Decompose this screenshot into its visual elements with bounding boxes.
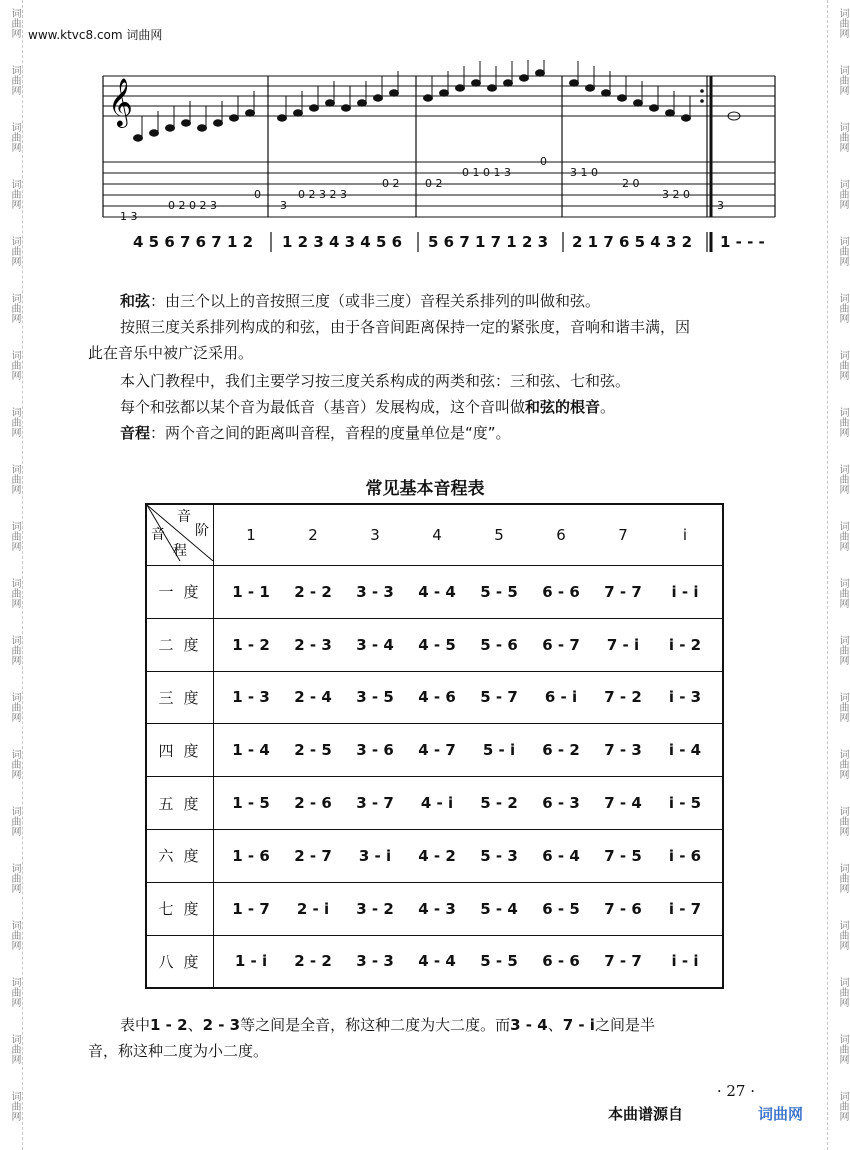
note-head [488, 85, 497, 91]
interval-cell: 7 - 7 [604, 952, 642, 971]
interval-cell: 5 - 7 [480, 688, 518, 707]
watermark-text: 词曲网 [837, 692, 848, 722]
paragraph-semitone [120, 1014, 820, 1036]
interval-cell: 4 - 3 [418, 899, 456, 918]
site-header [28, 26, 162, 43]
interval-cell: 2 - i [296, 899, 330, 918]
tab-text: 0 2 0 2 3 [168, 199, 217, 212]
term-interval: 音程 [120, 424, 151, 442]
watermark-text: 词曲网 [837, 293, 848, 323]
watermark-text: 词曲网 [837, 635, 848, 665]
note-head [472, 80, 481, 86]
watermark-text: 词曲网 [9, 122, 20, 152]
note-head [456, 85, 465, 91]
corner-diagonals [147, 505, 213, 561]
jianpu-bar-4: 2 1 7 6 5 4 3 2 [572, 233, 693, 251]
interval-cell: 1 - 5 [232, 794, 270, 813]
watermark-text: 词曲网 [837, 521, 848, 551]
row-values [214, 794, 722, 812]
paragraph-text: 表中 [120, 1016, 151, 1034]
interval-cell: 6 - 5 [542, 899, 580, 918]
note-head [246, 110, 255, 116]
interval-table [145, 503, 724, 989]
table-row [146, 671, 723, 724]
table-corner-cell [146, 504, 214, 566]
interval-cell: i - i [671, 582, 699, 601]
watermark-text: 词曲网 [837, 236, 848, 266]
interval-cell: 3 - 5 [356, 688, 394, 707]
jianpu-bar-2: 1 2 3 4 3 4 5 6 [282, 233, 403, 251]
note-head [182, 120, 191, 126]
tab-text: 0 2 [382, 177, 400, 190]
paragraph-text: 等之间是全音，称这种二度为大二度。而 [240, 1016, 511, 1034]
interval-cell: 5 - i [482, 741, 516, 760]
row-values [214, 688, 722, 706]
interval-cell: i - 6 [668, 846, 702, 865]
interval-cell: 2 - 7 [294, 846, 332, 865]
table-row [146, 777, 723, 830]
interval-example: 2 - 3 [202, 1016, 241, 1034]
interval-cell: 5 - 2 [480, 794, 518, 813]
interval-cell: 4 - 2 [418, 846, 456, 865]
term-chord: 和弦 [120, 292, 151, 310]
watermark-text: 词曲网 [9, 977, 20, 1007]
watermark-text: 词曲网 [9, 692, 20, 722]
watermark-text: 词曲网 [9, 407, 20, 437]
interval-cell: 7 - 5 [604, 846, 642, 865]
corner-bottom: 程 [173, 543, 187, 559]
interval-cell: 6 - 6 [542, 952, 580, 971]
interval-cell: 7 - 4 [604, 794, 642, 813]
paragraph-third-line1: 按照三度关系排列构成的和弦，由于各音间距离保持一定的紧张度，音响和谐丰满，因 [120, 318, 691, 336]
watermark-text: 词曲网 [9, 350, 20, 380]
interval-cell: 5 - 6 [480, 635, 518, 654]
paragraph-text: 。 [600, 398, 616, 416]
tab-text: 3 [717, 199, 724, 212]
tab-text: 1 3 [120, 210, 138, 223]
interval-cell: 2 - 5 [294, 741, 332, 760]
watermark-text: 词曲网 [9, 293, 20, 323]
tab-text: 0 [540, 155, 547, 168]
watermark-text: 词曲网 [837, 863, 848, 893]
table-body [146, 566, 723, 988]
row-cells [214, 829, 724, 882]
interval-cell: 5 - 3 [480, 846, 518, 865]
tab-text: 3 [280, 199, 287, 212]
note-head [230, 115, 239, 121]
tab-text: 0 [254, 188, 261, 201]
interval-example: 3 - 4 [510, 1016, 548, 1034]
degree-label: 二度 [146, 618, 214, 671]
interval-cell: 7 - 2 [604, 688, 642, 707]
interval-cell: 6 - 3 [542, 794, 580, 813]
interval-cell: 2 - 4 [294, 688, 332, 707]
interval-cell: 1 - 6 [232, 846, 270, 865]
table-row [146, 618, 723, 671]
watermark-text: 词曲网 [837, 464, 848, 494]
corner-top: 音 [177, 509, 191, 525]
table-header-row [146, 504, 723, 566]
row-cells [214, 566, 724, 619]
note-head [682, 115, 691, 121]
interval-cell: 7 - i [606, 635, 640, 654]
header-cells [214, 504, 724, 566]
watermark-text: 词曲网 [837, 977, 848, 1007]
tab-text: 2 0 [622, 177, 640, 190]
watermark-text: 词曲网 [9, 749, 20, 779]
interval-cell: 3 - 3 [356, 952, 394, 971]
interval-cell: 4 - 7 [418, 741, 456, 760]
interval-cell: 2 - 2 [294, 582, 332, 601]
corner-right: 阶 [195, 523, 209, 539]
interval-cell: 5 - 4 [480, 899, 518, 918]
paragraph-text: 之间是半 [594, 1016, 655, 1034]
column-header: 1 [246, 526, 256, 544]
paragraph-chord [120, 290, 820, 312]
degree-label: 三度 [146, 671, 214, 724]
tab-text: 0 2 [425, 177, 443, 190]
interval-cell: i - 4 [668, 741, 702, 760]
paragraph-text: 、 [187, 1016, 203, 1034]
interval-cell: 6 - 2 [542, 741, 580, 760]
interval-cell: i - 7 [668, 899, 702, 918]
jianpu-bar-1: 4 5 6 7 6 7 1 2 [133, 233, 254, 251]
interval-cell: 1 - 3 [232, 688, 270, 707]
note-head [586, 85, 595, 91]
watermark-text: 词曲网 [9, 65, 20, 95]
interval-cell: 1 - 2 [232, 635, 270, 654]
interval-cell: 4 - i [420, 794, 454, 813]
watermark-text: 词曲网 [9, 1034, 20, 1064]
degree-label: 六度 [146, 829, 214, 882]
note-head [342, 105, 351, 111]
watermark-text: 词曲网 [9, 8, 20, 38]
paragraph-text: ：由三个以上的音按照三度（或非三度）音程关系排列的叫做和弦。 [150, 292, 601, 310]
paragraph-text: 、 [547, 1016, 563, 1034]
watermark-text: 词曲网 [837, 806, 848, 836]
interval-cell: 6 - i [544, 688, 578, 707]
interval-example: 7 - i [562, 1016, 595, 1034]
watermark-text: 词曲网 [9, 1091, 20, 1121]
watermark-text: 词曲网 [837, 8, 848, 38]
source-site[interactable]: 词曲网 [758, 1105, 804, 1123]
interval-cell: 7 - 7 [604, 582, 642, 601]
watermark-text: 词曲网 [9, 236, 20, 266]
table-row [146, 724, 723, 777]
column-header: 2 [308, 526, 318, 544]
paragraph-semitone-line2: 音，称这种二度为小二度。 [88, 1042, 269, 1060]
interval-cell: 3 - 6 [356, 741, 394, 760]
interval-cell: i - 2 [668, 635, 702, 654]
interval-cell: 3 - 7 [356, 794, 394, 813]
degree-label: 四度 [146, 724, 214, 777]
interval-example: 1 - 2 [150, 1016, 188, 1034]
watermark-text: 词曲网 [9, 464, 20, 494]
interval-cell: 6 - 4 [542, 846, 580, 865]
source-label: 本曲谱源自 [608, 1105, 684, 1123]
column-header: 4 [432, 526, 442, 544]
row-values [214, 636, 722, 654]
row-values [214, 847, 722, 865]
interval-cell: 2 - 6 [294, 794, 332, 813]
note-head [198, 125, 207, 131]
note-head [278, 115, 287, 121]
degree-label: 七度 [146, 882, 214, 935]
table-row [146, 829, 723, 882]
interval-cell: 1 - 7 [232, 899, 270, 918]
note-head [390, 90, 399, 96]
watermark-text: 词曲网 [837, 350, 848, 380]
interval-cell: i - 3 [668, 688, 702, 707]
interval-cell: 3 - 3 [356, 582, 394, 601]
tab-text: 0 1 0 1 3 [462, 166, 511, 179]
watermark-text: 词曲网 [9, 521, 20, 551]
paragraph-chord-types: 本入门教程中，我们主要学习按三度关系构成的两类和弦：三和弦、七和弦。 [120, 372, 631, 390]
jianpu-bar-5: 1 - - - [720, 233, 765, 251]
interval-cell: 4 - 4 [418, 952, 456, 971]
paragraph-text: 每个和弦都以某个音为最低音（基音）发展构成，这个音叫做 [120, 398, 526, 416]
row-cells [214, 618, 724, 671]
interval-cell: 4 - 4 [418, 582, 456, 601]
table-title: 常见基本音程表 [365, 479, 485, 499]
note-head [602, 90, 611, 96]
interval-cell: 4 - 5 [418, 635, 456, 654]
tab-text: 3 2 0 [662, 188, 690, 201]
page-number: · 27 · [716, 1082, 755, 1100]
table-row [146, 935, 723, 988]
numbered-notation [133, 233, 765, 251]
watermark-text: 词曲网 [837, 122, 848, 152]
interval-cell: 7 - 3 [604, 741, 642, 760]
column-header: 5 [494, 526, 504, 544]
interval-cell: 1 - i [234, 952, 268, 971]
note-head [150, 130, 159, 136]
note-head [650, 105, 659, 111]
degree-label: 八度 [146, 935, 214, 988]
watermark-text: 词曲网 [837, 179, 848, 209]
interval-cell: 7 - 6 [604, 899, 642, 918]
note-head [424, 95, 433, 101]
watermark-text: 词曲网 [9, 578, 20, 608]
interval-cell: 1 - 1 [232, 582, 270, 601]
table-row [146, 566, 723, 619]
term-root: 和弦的根音 [525, 398, 601, 416]
music-score [0, 60, 850, 260]
site-name: 词曲网 [126, 28, 163, 42]
interval-cell: 3 - i [358, 846, 392, 865]
note-head [134, 135, 143, 141]
interval-cell: 6 - 7 [542, 635, 580, 654]
interval-cell: 6 - 6 [542, 582, 580, 601]
note-head [358, 100, 367, 106]
note-head [570, 80, 579, 86]
row-cells [214, 935, 724, 988]
watermark-text: 词曲网 [9, 863, 20, 893]
note-head [618, 95, 627, 101]
interval-cell: i - i [671, 952, 699, 971]
note-head [666, 110, 675, 116]
interval-cell: 4 - 6 [418, 688, 456, 707]
watermark-text: 词曲网 [9, 635, 20, 665]
note-heads [134, 60, 691, 141]
interval-cell: 2 - 3 [294, 635, 332, 654]
corner-left: 音 [151, 527, 165, 543]
note-head [504, 80, 513, 86]
row-values [214, 741, 722, 759]
row-cells [214, 671, 724, 724]
paragraph-text: ：两个音之间的距离叫音程，音程的度量单位是“度”。 [150, 424, 511, 442]
note-head [536, 70, 545, 76]
note-head [520, 75, 529, 81]
table-row [146, 882, 723, 935]
treble-clef-icon: 𝄞 [108, 77, 133, 126]
paragraph-interval [120, 422, 820, 444]
row-values [214, 952, 722, 970]
column-header: 3 [370, 526, 380, 544]
interval-cell: i - 5 [668, 794, 702, 813]
row-cells [214, 882, 724, 935]
column-header: 7 [618, 526, 628, 544]
watermark-text: 词曲网 [837, 1091, 848, 1121]
watermark-text: 词曲网 [9, 806, 20, 836]
interval-cell: 5 - 5 [480, 582, 518, 601]
site-url: www.ktvc8.com [28, 28, 123, 42]
column-header: 6 [556, 526, 566, 544]
interval-cell: 3 - 4 [356, 635, 394, 654]
paragraph-root [120, 396, 820, 418]
row-values [214, 583, 722, 601]
jianpu-bar-3: 5 6 7 1 7 1 2 3 [428, 233, 549, 251]
row-cells [214, 724, 724, 777]
interval-cell: 5 - 5 [480, 952, 518, 971]
interval-cell: 3 - 2 [356, 899, 394, 918]
note-head [166, 125, 175, 131]
watermark-text: 词曲网 [837, 65, 848, 95]
tab-fret-numbers [120, 155, 724, 223]
watermark-text: 词曲网 [9, 179, 20, 209]
degree-label: 一度 [146, 566, 214, 619]
header-values [214, 526, 722, 544]
watermark-text: 词曲网 [837, 578, 848, 608]
watermark-text: 词曲网 [837, 920, 848, 950]
note-head [374, 95, 383, 101]
tab-text: 3 1 0 [570, 166, 598, 179]
paragraph-third-line2: 此在音乐中被广泛采用。 [88, 344, 254, 362]
row-values [214, 900, 722, 918]
watermark-text: 词曲网 [9, 920, 20, 950]
note-head [440, 90, 449, 96]
watermark-text: 词曲网 [837, 749, 848, 779]
note-head [294, 110, 303, 116]
note-head [214, 120, 223, 126]
column-header: i [682, 526, 688, 544]
watermark-text: 词曲网 [837, 407, 848, 437]
interval-cell: 1 - 4 [232, 741, 270, 760]
note-head [310, 105, 319, 111]
watermark-text: 词曲网 [837, 1034, 848, 1064]
degree-label: 五度 [146, 777, 214, 830]
row-cells [214, 777, 724, 830]
note-head [326, 100, 335, 106]
tab-text: 0 2 3 2 3 [298, 188, 347, 201]
interval-cell: 2 - 2 [294, 952, 332, 971]
note-head [634, 100, 643, 106]
